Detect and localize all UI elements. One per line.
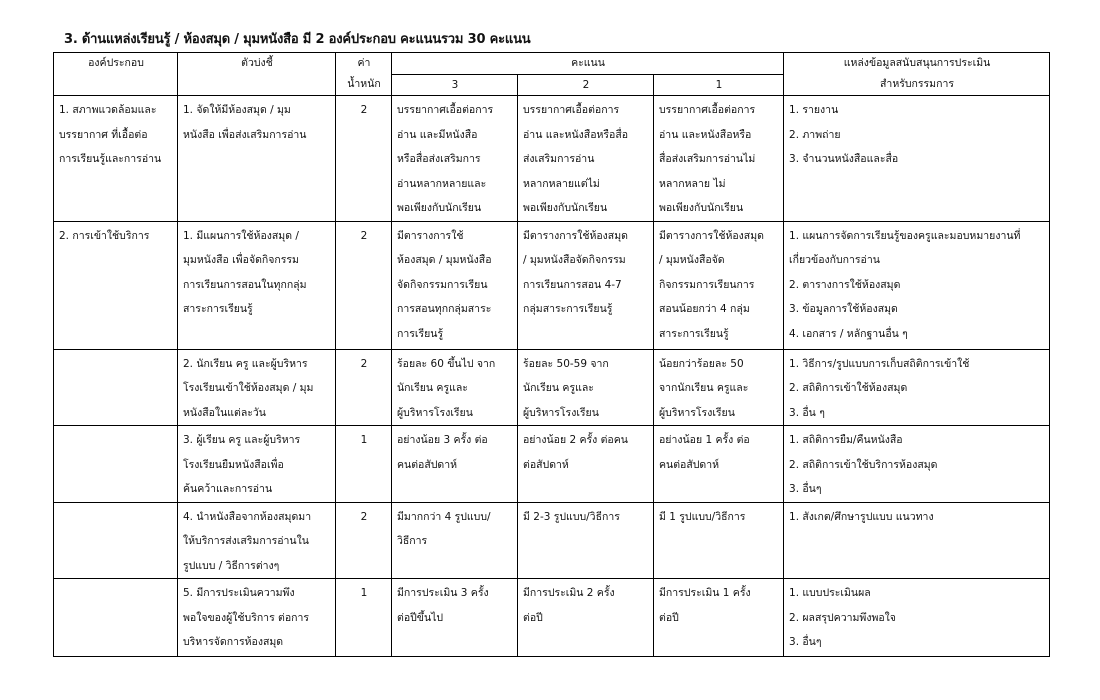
table-row — [54, 221, 1050, 349]
score3-line: จัดกิจกรรมการเรียน — [397, 278, 488, 291]
header-score-3: 3 — [392, 75, 518, 96]
score3-cell — [392, 426, 518, 503]
source-line: 1. สถิติการยืม/คืนหนังสือ — [789, 434, 903, 446]
score3-line: มีตารางการใช้ — [397, 229, 464, 242]
score3-cell — [392, 221, 518, 349]
indicator-line: บริหารจัดการห้องสมุด — [183, 636, 284, 648]
score1-cell — [654, 349, 784, 426]
component-cell — [54, 426, 178, 503]
score1-cell — [654, 579, 784, 657]
score1-line: ผู้บริหารโรงเรียน — [659, 406, 735, 419]
score3-cell — [392, 349, 518, 426]
score3-line: ร้อยละ 60 ขึ้นไป จาก — [397, 357, 496, 370]
score1-line: จากนักเรียน ครูและ — [659, 382, 749, 394]
source-line: 1. สังเกต/ศึกษารูปแบบ แนวทาง — [789, 510, 934, 523]
score2-line: อ่าน และหนังสือหรือสื่อ — [523, 128, 629, 141]
header-weight-line1: ค่า — [357, 57, 371, 69]
score1-cell — [654, 221, 784, 349]
score2-cell — [518, 96, 654, 222]
indicator-line: โรงเรียนยืมหนังสือเพื่อ — [183, 458, 284, 471]
score3-line: พอเพียงกับนักเรียน — [397, 202, 482, 214]
header-source-line1: แหล่งข้อมูลสนับสนุนการประเมิน — [843, 57, 991, 69]
score1-line: สาระการเรียนรู้ — [659, 327, 729, 340]
source-line: 1. แผนการจัดการเรียนรู้ของครูและมอบหมายงานที่ — [789, 229, 1021, 242]
score1-cell — [654, 502, 784, 579]
weight-cell: 2 — [336, 96, 392, 222]
score1-line: หลากหลาย ไม่ — [659, 177, 726, 190]
indicator-line: ให้บริการส่งเสริมการอ่านใน — [183, 535, 309, 547]
score2-line: มีตารางการใช้ห้องสมุด — [523, 229, 628, 242]
section-title: 3. ด้านแหล่งเรียนรู้ / ห้องสมุด / มุมหนังสือ มี 2 องค์ประกอบ คะแนนรวม 30 คะแนน — [64, 32, 531, 47]
table-row — [54, 579, 1050, 657]
score3-cell — [392, 96, 518, 222]
indicator-line: 1. มีแผนการใช้ห้องสมุด / — [183, 229, 299, 242]
score3-cell — [392, 579, 518, 657]
table-row — [54, 96, 1050, 222]
header-indicator: ตัวบ่งชี้ — [178, 53, 336, 96]
source-line: 2. ภาพถ่าย — [789, 128, 841, 141]
component-cell — [54, 349, 178, 426]
source-line: 2. สถิติการเข้าใช้บริการห้องสมุด — [789, 458, 938, 471]
score1-line: มีตารางการใช้ห้องสมุด — [659, 229, 764, 242]
score3-line: คนต่อสัปดาห์ — [397, 458, 458, 471]
component-line: การเรียนรู้และการอ่าน — [59, 153, 162, 165]
score3-line: มีมากกว่า 4 รูปแบบ/ — [397, 510, 491, 523]
weight-cell: 2 — [336, 221, 392, 349]
score1-line: มีการประเมิน 1 ครั้ง — [659, 587, 751, 599]
score2-line: / มุมหนังสือจัดกิจกรรม — [523, 254, 626, 266]
component-line: 2. การเข้าใช้บริการ — [59, 229, 150, 242]
score2-line: ต่อปี — [523, 611, 543, 624]
component-cell — [54, 96, 178, 222]
score2-cell — [518, 502, 654, 579]
score3-line: ต่อปีขึ้นไป — [397, 611, 444, 624]
source-line: 3. อื่นๆ — [789, 636, 822, 648]
source-cell — [784, 349, 1050, 426]
source-cell — [784, 96, 1050, 222]
score2-line: นักเรียน ครูและ — [523, 382, 594, 394]
score3-line: บรรยากาศเอื้อต่อการ — [397, 104, 494, 116]
header-score: คะแนน — [392, 53, 784, 75]
indicator-cell — [178, 349, 336, 426]
component-line: 1. สภาพแวดล้อมและ — [59, 104, 157, 116]
source-line: 2. ตารางการใช้ห้องสมุด — [789, 278, 901, 291]
header-source — [784, 53, 1050, 96]
component-cell — [54, 579, 178, 657]
table-row — [54, 502, 1050, 579]
score2-line: มี 2-3 รูปแบบ/วิธีการ — [523, 510, 620, 523]
score2-line: พอเพียงกับนักเรียน — [523, 202, 608, 214]
source-line: เกี่ยวข้องกับการอ่าน — [789, 254, 880, 266]
score3-line: นักเรียน ครูและ — [397, 382, 468, 394]
score3-line: อ่านหลากหลายและ — [397, 177, 487, 190]
indicator-line: รูปแบบ / วิธีการต่างๆ — [183, 559, 280, 572]
score1-line: คนต่อสัปดาห์ — [659, 458, 720, 471]
source-line: 3. จำนวนหนังสือและสื่อ — [789, 153, 899, 165]
indicator-line: 3. ผู้เรียน ครู และผู้บริหาร — [183, 434, 301, 446]
source-cell — [784, 426, 1050, 503]
source-line: 2. ผลสรุปความพึงพอใจ — [789, 611, 896, 624]
indicator-line: หนังสือ เพื่อส่งเสริมการอ่าน — [183, 128, 307, 141]
indicator-line: 1. จัดให้มีห้องสมุด / มุม — [183, 104, 291, 116]
score2-line: กลุ่มสาระการเรียนรู้ — [523, 303, 613, 315]
score2-cell — [518, 579, 654, 657]
score1-line: น้อยกว่าร้อยละ 50 — [659, 357, 744, 370]
header-weight-line2: น้ำหนัก — [347, 78, 381, 90]
indicator-line: พอใจของผู้ใช้บริการ ต่อการ — [183, 611, 310, 624]
source-line: 2. สถิติการเข้าใช้ห้องสมุด — [789, 382, 908, 394]
score2-cell — [518, 221, 654, 349]
weight-cell: 1 — [336, 579, 392, 657]
score2-line: มีการประเมิน 2 ครั้ง — [523, 587, 615, 599]
score3-line: มีการประเมิน 3 ครั้ง — [397, 587, 489, 599]
evaluation-table — [53, 52, 1050, 657]
header-source-line2: สำหรับกรรมการ — [880, 78, 954, 90]
score2-line: บรรยากาศเอื้อต่อการ — [523, 104, 620, 116]
score3-line: หรือสื่อส่งเสริมการ — [397, 153, 481, 165]
indicator-cell — [178, 502, 336, 579]
score3-line: การสอนทุกกลุ่มสาระ — [397, 303, 492, 315]
score1-line: กิจกรรมการเรียนการ — [659, 278, 755, 291]
score2-line: ร้อยละ 50-59 จาก — [523, 357, 609, 370]
source-line: 1. แบบประเมินผล — [789, 587, 871, 599]
indicator-cell — [178, 96, 336, 222]
source-line: 3. อื่นๆ — [789, 483, 822, 495]
source-cell — [784, 579, 1050, 657]
score1-line: บรรยากาศเอื้อต่อการ — [659, 104, 756, 116]
indicator-line: มุมหนังสือ เพื่อจัดกิจกรรม — [183, 254, 299, 266]
source-line: 1. วิธีการ/รูปแบบการเก็บสถิติการเข้าใช้ — [789, 357, 970, 370]
score3-line: ห้องสมุด / มุมหนังสือ — [397, 254, 492, 266]
source-line: 3. อื่น ๆ — [789, 406, 825, 419]
score1-line: สอนน้อยกว่า 4 กลุ่ม — [659, 303, 750, 315]
header-component: องค์ประกอบ — [54, 53, 178, 96]
score1-line: อ่าน และหนังสือหรือ — [659, 128, 752, 141]
indicator-line: หนังสือในแต่ละวัน — [183, 406, 266, 419]
score3-line: อย่างน้อย 3 ครั้ง ต่อ — [397, 434, 488, 446]
score3-line: วิธีการ — [397, 535, 428, 547]
component-cell — [54, 502, 178, 579]
weight-cell: 1 — [336, 426, 392, 503]
component-cell — [54, 221, 178, 349]
score2-line: ส่งเสริมการอ่าน — [523, 153, 595, 165]
score3-line: ผู้บริหารโรงเรียน — [397, 406, 473, 419]
score1-cell — [654, 426, 784, 503]
component-line: บรรยากาศ ที่เอื้อต่อ — [59, 128, 148, 141]
indicator-line: 2. นักเรียน ครู และผู้บริหาร — [183, 357, 308, 370]
header-score-1: 1 — [654, 75, 784, 96]
indicator-line: 4. นำหนังสือจากห้องสมุดมา — [183, 510, 312, 523]
table-row — [54, 426, 1050, 503]
indicator-line: โรงเรียนเข้าใช้ห้องสมุด / มุม — [183, 382, 314, 394]
score2-cell — [518, 349, 654, 426]
table-row — [54, 349, 1050, 426]
source-cell — [784, 221, 1050, 349]
score2-line: ต่อสัปดาห์ — [523, 458, 569, 471]
score2-line: การเรียนการสอน 4-7 — [523, 278, 622, 291]
score1-line: สื่อส่งเสริมการอ่านไม่ — [659, 153, 756, 165]
source-cell — [784, 502, 1050, 579]
score3-cell — [392, 502, 518, 579]
weight-cell: 2 — [336, 502, 392, 579]
indicator-cell — [178, 426, 336, 503]
score1-line: / มุมหนังสือจัด — [659, 254, 725, 266]
score1-line: พอเพียงกับนักเรียน — [659, 202, 744, 214]
indicator-cell — [178, 579, 336, 657]
indicator-cell — [178, 221, 336, 349]
score1-line: มี 1 รูปแบบ/วิธีการ — [659, 510, 746, 523]
score2-line: ผู้บริหารโรงเรียน — [523, 406, 599, 419]
score2-line: หลากหลายแต่ไม่ — [523, 177, 600, 190]
header-weight — [336, 53, 392, 96]
score2-line: อย่างน้อย 2 ครั้ง ต่อคน — [523, 434, 628, 446]
source-line: 1. รายงาน — [789, 104, 839, 116]
score3-line: อ่าน และมีหนังสือ — [397, 128, 478, 141]
source-line: 4. เอกสาร / หลักฐานอื่น ๆ — [789, 327, 908, 340]
source-line: 3. ข้อมูลการใช้ห้องสมุด — [789, 303, 898, 315]
weight-cell: 2 — [336, 349, 392, 426]
table-body — [54, 96, 1050, 657]
score1-line: ต่อปี — [659, 611, 679, 624]
header-score-2: 2 — [518, 75, 654, 96]
score1-line: อย่างน้อย 1 ครั้ง ต่อ — [659, 434, 750, 446]
indicator-line: 5. มีการประเมินความพึง — [183, 587, 295, 599]
score3-line: การเรียนรู้ — [397, 327, 444, 340]
score1-cell — [654, 96, 784, 222]
indicator-line: การเรียนการสอนในทุกกลุ่ม — [183, 278, 307, 291]
indicator-line: สาระการเรียนรู้ — [183, 303, 253, 315]
score2-cell — [518, 426, 654, 503]
indicator-line: ค้นคว้าและการอ่าน — [183, 483, 273, 495]
